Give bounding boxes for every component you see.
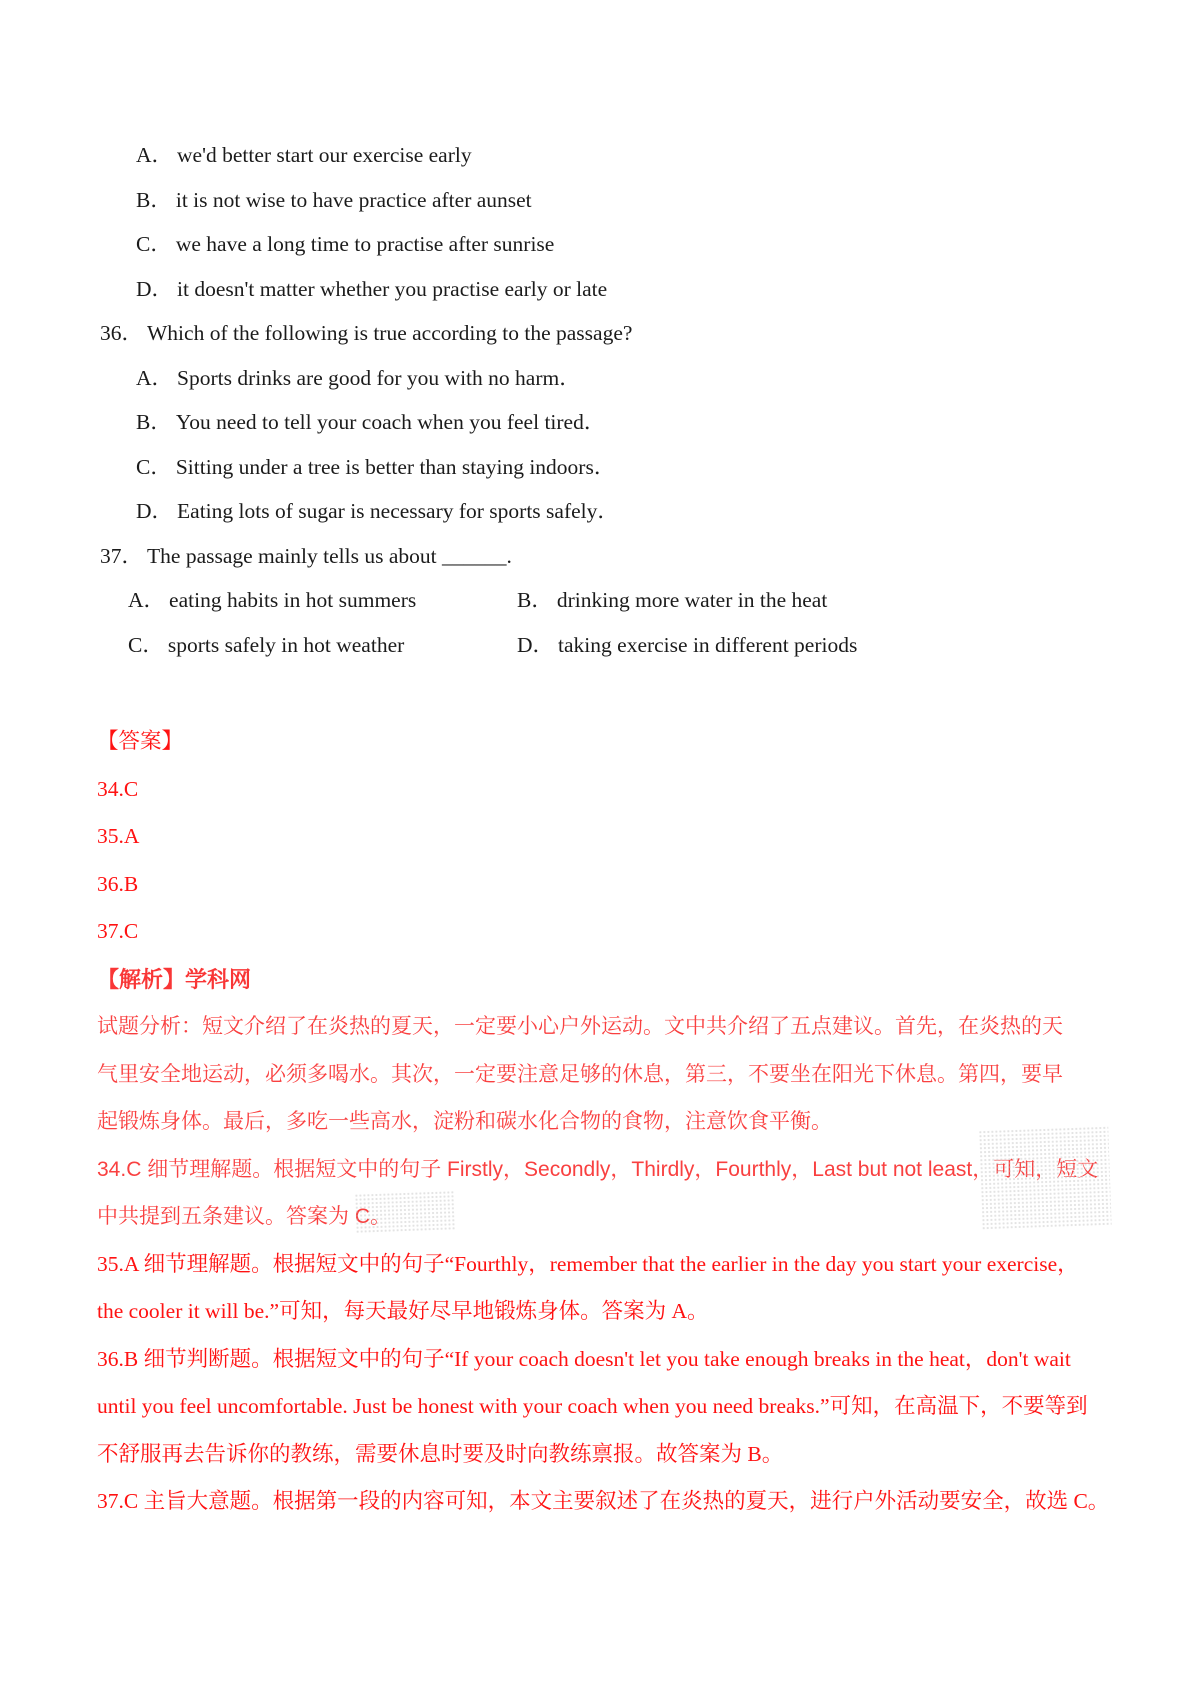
option-text: Sports drinks are good for you with no harm．	[177, 365, 581, 390]
option-line	[0, 356, 1200, 401]
question-36-stem	[0, 311, 1200, 356]
option-label: A．	[136, 365, 174, 390]
analysis-summary-line: 气里安全地运动，必须多喝水。其次，一定要注意足够的休息，第三，不要坐在阳光下休息。第四，要早	[97, 1062, 1063, 1086]
option-label: C．	[128, 632, 164, 657]
analysis-line-36: 36.B 细节判断题。根据短文中的句子“If your coach doesn't let you take enough breaks in the heat，don't wait	[97, 1346, 1071, 1371]
option-line	[0, 267, 1200, 312]
analysis-line-36: until you feel uncomfortable. Just be honest with your coach when you need breaks.”可知，在高温下，不要等到	[97, 1394, 1088, 1418]
question-number: 37．	[100, 543, 144, 568]
answer-analysis-section	[0, 718, 1200, 1526]
option-line	[0, 222, 1200, 267]
analysis-line-35: the cooler it will be.”可知，每天最好尽早地锻炼身体。答案为 A。	[97, 1299, 709, 1323]
question-stem-text: The passage mainly tells us about ______.	[147, 543, 512, 568]
option-label: A．	[128, 588, 166, 612]
option-line	[0, 400, 1200, 445]
option-label: D．	[136, 276, 174, 301]
analysis-summary-line: 起锻炼身体。最后，多吃一些高水，淀粉和碳水化合物的食物，注意饮食平衡。	[97, 1110, 832, 1133]
option-text: we have a long time to practise after sunrise	[175, 232, 555, 256]
option-line	[0, 133, 1200, 178]
question-stem-text: Which of the following is true according to the passage?	[147, 321, 633, 345]
analysis-line-35: 35.A 细节理解题。根据短文中的句子“Fourthly，remember that the earlier in the day you start your exercise，	[97, 1251, 1079, 1276]
option-label: A．	[136, 143, 174, 167]
option-line	[0, 445, 1200, 490]
option-line	[0, 178, 1200, 223]
question-number: 36．	[100, 321, 144, 345]
option-row	[0, 578, 1200, 623]
analysis-line-36: 不舒服再去告诉你的教练，需要休息时要及时向教练禀报。故答案为 B。	[97, 1441, 784, 1466]
option-text: it is not wise to have practice after aunset	[175, 187, 532, 212]
analysis-header-watermark: 学科网	[185, 966, 252, 992]
option-label: C．	[136, 454, 172, 479]
analysis-line-37: 37.C 主旨大意题。根据第一段的内容可知，本文主要叙述了在炎热的夏天，进行户外活动要安全，故选 C。	[97, 1489, 1110, 1513]
question-37-stem	[0, 534, 1200, 579]
answers-header: 【答案】	[97, 729, 184, 753]
analysis-line-34: 中共提到五条建议。答案为 C。	[97, 1205, 391, 1228]
option-line	[517, 578, 827, 623]
option-text: drinking more water in the heat	[556, 588, 828, 612]
option-label: B．	[136, 410, 172, 434]
answer-item: 35.A	[97, 824, 140, 848]
option-text: You need to tell your coach when you feel tired．	[175, 410, 606, 434]
option-label: D．	[136, 499, 174, 523]
option-text: it doesn't matter whether you practise early or late	[177, 276, 608, 301]
option-label: B．	[517, 588, 553, 612]
option-label: D．	[517, 632, 555, 657]
option-line	[517, 623, 857, 668]
option-text: Sitting under a tree is better than staying indoors．	[175, 454, 616, 479]
option-line	[128, 578, 416, 623]
option-text: we'd better start our exercise early	[177, 143, 472, 167]
option-label: C．	[136, 232, 172, 256]
question-section	[0, 133, 1200, 667]
answer-item: 36.B	[97, 871, 139, 896]
answer-item: 34.C	[97, 776, 139, 801]
option-line	[128, 623, 404, 668]
analysis-header	[0, 956, 1200, 1004]
option-line	[0, 489, 1200, 534]
analysis-header-label: 【解析】	[97, 966, 186, 992]
option-text: sports safely in hot weather	[167, 632, 405, 657]
analysis-summary-line: 试题分析：短文介绍了在炎热的夏天，一定要小心户外运动。文中共介绍了五点建议。首先，在炎热的天	[97, 1015, 1063, 1038]
option-label: B．	[136, 187, 172, 212]
option-text: taking exercise in different periods	[558, 632, 858, 657]
option-text: Eating lots of sugar is necessary for sports safely．	[177, 499, 619, 523]
answer-item: 37.C	[97, 919, 139, 943]
option-text: eating habits in hot summers	[169, 588, 417, 612]
analysis-line-34: 34.C 细节理解题。根据短文中的句子 Firstly，Secondly，Thirdly，Fourthly，Last but not least，可知，短文	[97, 1157, 1099, 1181]
option-row	[0, 623, 1200, 668]
